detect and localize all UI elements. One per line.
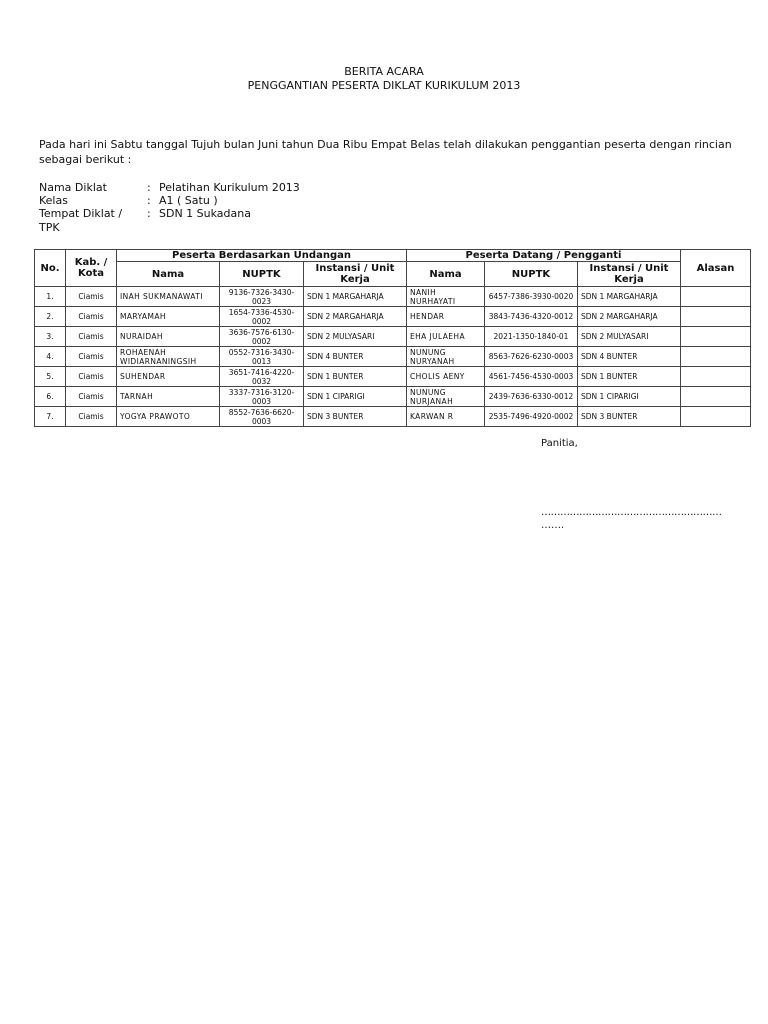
cell-alasan	[681, 307, 751, 327]
cell-nuptk-pengganti: 8563-7626-6230-0003	[485, 347, 578, 367]
cell-instansi-pengganti: SDN 3 BUNTER	[578, 407, 681, 427]
cell-nama-undangan: SUHENDAR	[117, 367, 220, 387]
header-instansi: Instansi / Unit Kerja	[578, 262, 681, 287]
cell-instansi-undangan: SDN 2 MARGAHARJA	[304, 307, 407, 327]
cell-nuptk-pengganti: 2439-7636-6330-0012	[485, 387, 578, 407]
cell-no: 1.	[35, 287, 66, 307]
meta-colon: :	[147, 194, 151, 207]
cell-nuptk-pengganti: 2535-7496-4920-0002	[485, 407, 578, 427]
meta-label: Nama Diklat	[39, 181, 107, 194]
header-kab-kota: Kab. / Kota	[66, 250, 117, 287]
header-peserta-pengganti: Peserta Datang / Pengganti	[407, 250, 681, 262]
cell-nuptk-undangan: 9136-7326-3430-0023	[220, 287, 304, 307]
cell-nama-pengganti: NUNUNG NURYANAH	[407, 347, 485, 367]
cell-instansi-pengganti: SDN 2 MULYASARI	[578, 327, 681, 347]
cell-nama-pengganti: HENDAR	[407, 307, 485, 327]
cell-instansi-undangan: SDN 1 MARGAHARJA	[304, 287, 407, 307]
meta-label: Tempat Diklat /	[39, 207, 123, 220]
table-row	[35, 367, 751, 387]
cell-nuptk-pengganti: 4561-7456-4530-0003	[485, 367, 578, 387]
header-alasan: Alasan	[681, 250, 751, 287]
meta-tpk: TPK	[39, 221, 60, 234]
cell-nuptk-pengganti: 2021-1350-1840-01	[485, 327, 578, 347]
header-nama: Nama	[407, 262, 485, 287]
cell-nama-undangan: NURAIDAH	[117, 327, 220, 347]
signature-line-end: …….	[541, 520, 565, 531]
cell-instansi-undangan: SDN 1 BUNTER	[304, 367, 407, 387]
cell-no: 2.	[35, 307, 66, 327]
cell-instansi-undangan: SDN 2 MULYASARI	[304, 327, 407, 347]
cell-nama-undangan: TARNAH	[117, 387, 220, 407]
panitia-label: Panitia,	[541, 438, 578, 449]
cell-nuptk-undangan: 3651-7416-4220-0032	[220, 367, 304, 387]
cell-nuptk-pengganti: 3843-7436-4320-0012	[485, 307, 578, 327]
cell-alasan	[681, 407, 751, 427]
cell-nuptk-pengganti: 6457-7386-3930-0020	[485, 287, 578, 307]
cell-nama-pengganti: NANIH NURHAYATI	[407, 287, 485, 307]
table-row	[35, 347, 751, 367]
cell-nuptk-undangan: 1654-7336-4530-0002	[220, 307, 304, 327]
cell-nuptk-undangan: 3337-7316-3120-0003	[220, 387, 304, 407]
cell-instansi-pengganti: SDN 1 MARGAHARJA	[578, 287, 681, 307]
header-no: No.	[35, 250, 66, 287]
cell-nuptk-undangan: 8552-7636-6620-0003	[220, 407, 304, 427]
header-nuptk: NUPTK	[485, 262, 578, 287]
cell-instansi-undangan: SDN 4 BUNTER	[304, 347, 407, 367]
table-row	[35, 327, 751, 347]
cell-nama-pengganti: CHOLIS AENY	[407, 367, 485, 387]
cell-instansi-pengganti: SDN 4 BUNTER	[578, 347, 681, 367]
cell-no: 7.	[35, 407, 66, 427]
cell-instansi-undangan: SDN 3 BUNTER	[304, 407, 407, 427]
meta-value: Pelatihan Kurikulum 2013	[159, 181, 300, 194]
header-instansi: Instansi / Unit Kerja	[304, 262, 407, 287]
cell-instansi-pengganti: SDN 1 CIPARIGI	[578, 387, 681, 407]
cell-kab: Ciamis	[66, 387, 117, 407]
document-title: BERITA ACARA	[344, 65, 424, 78]
header-nama: Nama	[117, 262, 220, 287]
meta-colon: :	[147, 181, 151, 194]
cell-instansi-pengganti: SDN 1 BUNTER	[578, 367, 681, 387]
signature-line: …………………………………………………	[541, 507, 722, 518]
cell-no: 3.	[35, 327, 66, 347]
cell-instansi-pengganti: SDN 2 MARGAHARJA	[578, 307, 681, 327]
cell-nama-undangan: ROHAENAH WIDIARNANINGSIH	[117, 347, 220, 367]
document-subtitle: PENGGANTIAN PESERTA DIKLAT KURIKULUM 2013	[247, 79, 521, 92]
cell-alasan	[681, 387, 751, 407]
cell-no: 6.	[35, 387, 66, 407]
cell-no: 5.	[35, 367, 66, 387]
meta-value: SDN 1 Sukadana	[159, 207, 251, 220]
meta-tempat	[39, 207, 251, 220]
meta-label: Kelas	[39, 194, 68, 207]
meta-kelas	[39, 194, 218, 207]
meta-value: A1 ( Satu )	[159, 194, 218, 207]
table-row	[35, 387, 751, 407]
cell-nuptk-undangan: 0552-7316-3430-0013	[220, 347, 304, 367]
cell-nama-pengganti: KARWAN R	[407, 407, 485, 427]
cell-no: 4.	[35, 347, 66, 367]
cell-nama-undangan: MARYAMAH	[117, 307, 220, 327]
cell-alasan	[681, 287, 751, 307]
cell-kab: Ciamis	[66, 307, 117, 327]
meta-nama-diklat	[39, 181, 300, 194]
cell-kab: Ciamis	[66, 287, 117, 307]
cell-kab: Ciamis	[66, 407, 117, 427]
cell-kab: Ciamis	[66, 347, 117, 367]
cell-alasan	[681, 327, 751, 347]
header-nuptk: NUPTK	[220, 262, 304, 287]
table-row	[35, 307, 751, 327]
meta-colon: :	[147, 207, 151, 220]
replacement-table	[34, 249, 751, 427]
table-row	[35, 287, 751, 307]
cell-kab: Ciamis	[66, 367, 117, 387]
intro-paragraph: Pada hari ini Sabtu tanggal Tujuh bulan Juni tahun Dua Ribu Empat Belas telah dilakukan penggantian peserta dengan rincian sebagai berikut :	[39, 138, 732, 166]
header-peserta-undangan: Peserta Berdasarkan Undangan	[117, 250, 407, 262]
cell-kab: Ciamis	[66, 327, 117, 347]
table-row	[35, 407, 751, 427]
cell-instansi-undangan: SDN 1 CIPARIGI	[304, 387, 407, 407]
cell-nama-pengganti: EHA JULAEHA	[407, 327, 485, 347]
cell-nama-pengganti: NUNUNG NURJANAH	[407, 387, 485, 407]
cell-alasan	[681, 347, 751, 367]
cell-nama-undangan: YOGYA PRAWOTO	[117, 407, 220, 427]
cell-alasan	[681, 367, 751, 387]
cell-nuptk-undangan: 3636-7576-6130-0002	[220, 327, 304, 347]
cell-nama-undangan: INAH SUKMANAWATI	[117, 287, 220, 307]
